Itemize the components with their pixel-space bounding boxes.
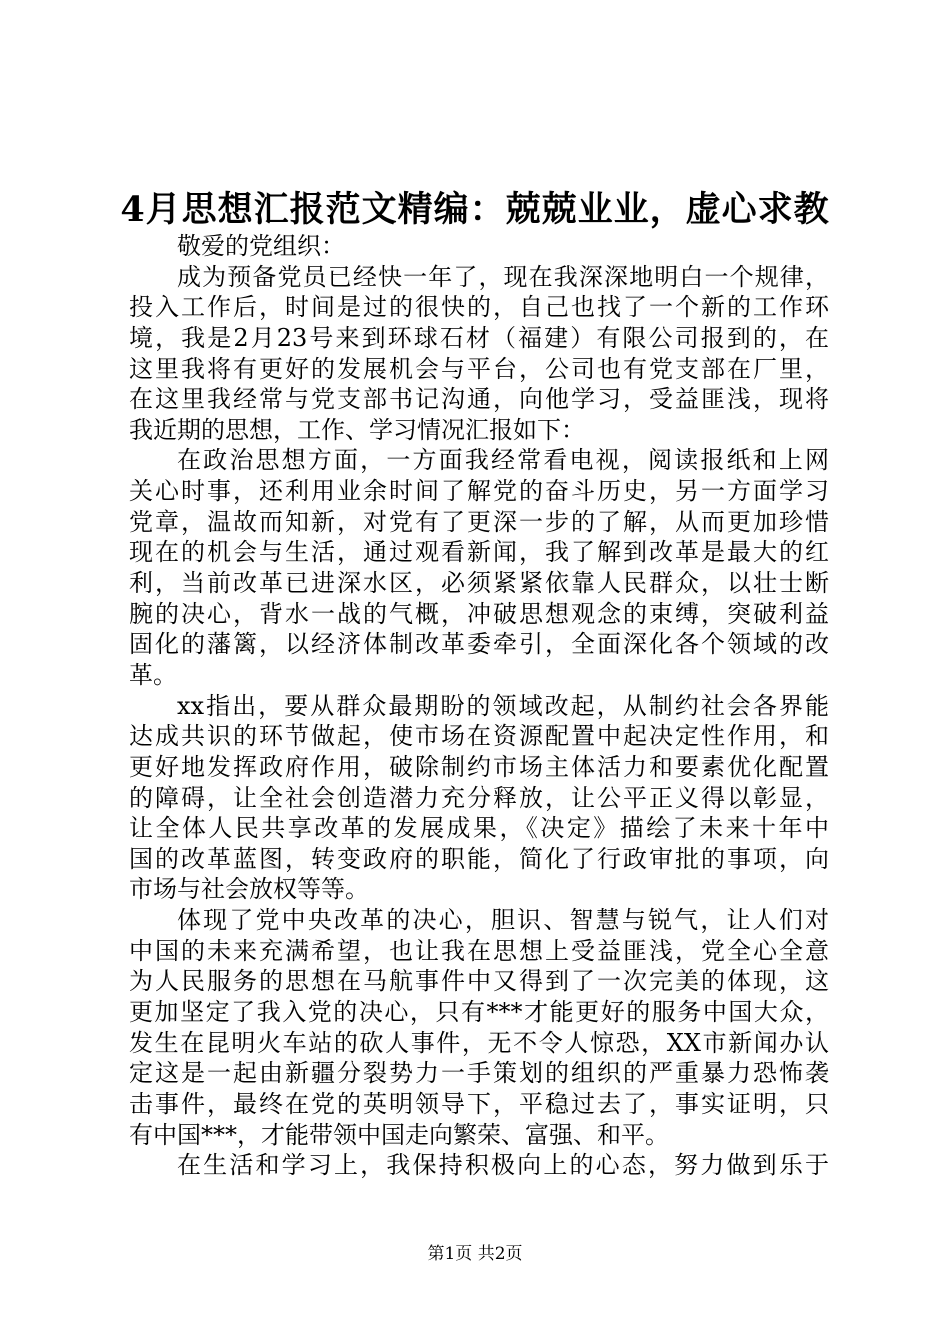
body-text-line: 境，我是2月23号来到环球石材（福建）有限公司报到的，在 (129, 323, 829, 352)
body-text-line: xx指出，要从群众最期盼的领域改起，从制约社会各界能 (177, 691, 829, 720)
body-text-line: 在这里我经常与党支部书记沟通，向他学习，受益匪浅，现将 (129, 385, 829, 414)
page-footer: 第1页 共2页 (427, 1244, 523, 1264)
body-text-line: 投入工作后，时间是过的很快的，自己也找了一个新的工作环 (129, 293, 829, 322)
body-text-line: 成为预备党员已经快一年了，现在我深深地明白一个规律， (177, 262, 829, 291)
body-text-line: 让全体人民共享改革的发展成果，《决定》描绘了未来十年中 (129, 814, 829, 843)
body-text-line: 关心时事，还利用业余时间了解党的奋斗历史，另一方面学习 (129, 477, 829, 506)
body-text-line: 固化的藩篱，以经济体制改革委牵引，全面深化各个领域的改 (129, 630, 829, 659)
body-text-line: 党章，温故而知新，对党有了更深一步的了解，从而更加珍惜 (129, 507, 829, 536)
body-text-line: 中国的未来充满希望，也让我在思想上受益匪浅，党全心全意 (129, 936, 829, 965)
body-text-line: 这里我将有更好的发展机会与平台，公司也有党支部在厂里， (129, 354, 829, 383)
body-text-line: 我近期的思想，工作、学习情况汇报如下： (129, 415, 585, 444)
body-text-line: 国的改革蓝图，转变政府的职能，简化了行政审批的事项，向 (129, 844, 829, 873)
body-text-line: 更加坚定了我入党的决心，只有***才能更好的服务中国大众， (129, 998, 829, 1027)
body-text-line: 腕的决心，背水一战的气概，冲破思想观念的束缚，突破利益 (129, 599, 829, 628)
body-text-line: 定这是一起由新疆分裂势力一手策划的组织的严重暴力恐怖袭 (129, 1059, 829, 1088)
body-text-line: 现在的机会与生活，通过观看新闻，我了解到改革是最大的红 (129, 538, 829, 567)
body-text-line: 革。 (129, 660, 177, 689)
body-text-line: 在政治思想方面，一方面我经常看电视，阅读报纸和上网 (177, 446, 829, 475)
body-text-line: 发生在昆明火车站的砍人事件，无不令人惊恐，XX市新闻办认 (129, 1028, 829, 1057)
body-text-line: 市场与社会放权等等。 (129, 875, 369, 904)
body-text-line: 有中国***，才能带领中国走向繁荣、富强、和平。 (129, 1120, 669, 1149)
body-text-line: 的障碍，让全社会创造潜力充分释放，让公平正义得以彰显， (129, 783, 829, 812)
body-text-line: 利，当前改革已进深水区，必须紧紧依靠人民群众，以壮士断 (129, 569, 829, 598)
document-title: 4月思想汇报范文精编：兢兢业业，虚心求教 (120, 189, 830, 230)
document-body (129, 231, 829, 1181)
body-text-line: 敬爱的党组织： (177, 232, 345, 260)
body-text-line: 达成共识的环节做起，使市场在资源配置中起决定性作用，和 (129, 722, 829, 751)
body-text-line: 为人民服务的思想在马航事件中又得到了一次完美的体现，这 (129, 967, 829, 996)
body-text-line: 更好地发挥政府作用，破除制约市场主体活力和要素优化配置 (129, 752, 829, 781)
body-text-line: 击事件，最终在党的英明领导下，平稳过去了，事实证明，只 (129, 1089, 829, 1118)
body-text-line: 体现了党中央改革的决心，胆识、智慧与锐气，让人们对 (177, 906, 829, 935)
body-text-line: 在生活和学习上，我保持积极向上的心态，努力做到乐于 (177, 1151, 829, 1180)
